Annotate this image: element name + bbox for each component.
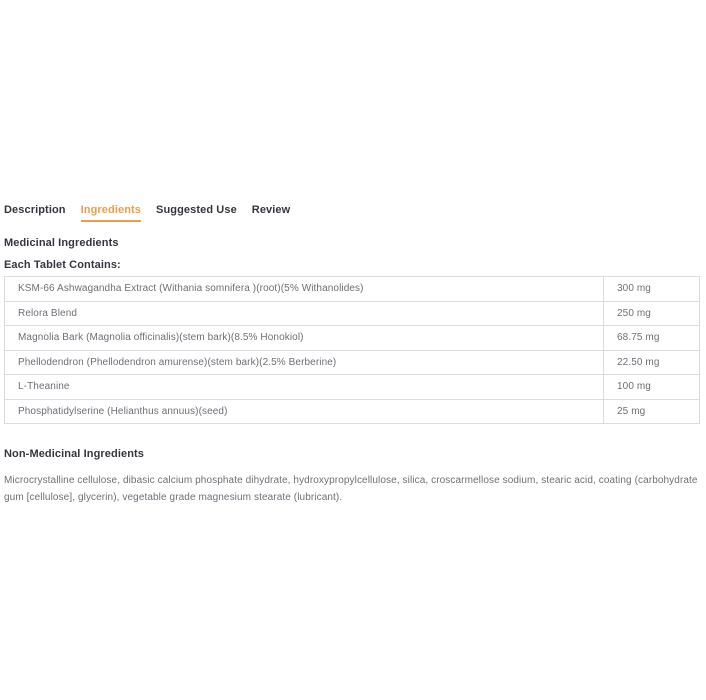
ingredient-name: Magnolia Bark (Magnolia officinalis)(stem bark)(8.5% Honokiol) (5, 326, 604, 351)
each-tablet-contains-heading: Each Tablet Contains: (4, 259, 121, 271)
ingredient-amount: 250 mg (604, 301, 700, 326)
ingredient-amount: 68.75 mg (604, 326, 700, 351)
table-row (5, 399, 700, 424)
tab-suggested-use[interactable]: Suggested Use (156, 204, 237, 216)
table-row (5, 326, 700, 351)
tab-description[interactable]: Description (4, 204, 66, 216)
table-row (5, 277, 700, 302)
table-row (5, 375, 700, 400)
tab-ingredients[interactable]: Ingredients (81, 204, 141, 222)
ingredient-name: L-Theanine (5, 375, 604, 400)
product-tabs (4, 204, 700, 222)
non-medicinal-ingredients-heading: Non-Medicinal Ingredients (4, 448, 145, 460)
non-medicinal-ingredients-text: Microcrystalline cellulose, dibasic calcium phosphate dihydrate, hydroxypropylcellulose, silica, croscarmellose sodium, stearic acid, coating (carbohydrate gum [cellulose], glycerin), vegetable grade magnesium stearate (lubricant). (4, 475, 698, 503)
ingredient-amount: 300 mg (604, 277, 700, 302)
medicinal-ingredients-table (4, 276, 700, 424)
ingredient-name: Phosphatidylserine (Helianthus annuus)(seed) (5, 399, 604, 424)
ingredient-name: Relora Blend (5, 301, 604, 326)
ingredient-amount: 22.50 mg (604, 350, 700, 375)
ingredient-name: KSM-66 Ashwagandha Extract (Withania somnifera )(root)(5% Withanolides) (5, 277, 604, 302)
ingredient-amount: 25 mg (604, 399, 700, 424)
ingredient-name: Phellodendron (Phellodendron amurense)(stem bark)(2.5% Berberine) (5, 350, 604, 375)
medicinal-ingredients-heading: Medicinal Ingredients (4, 237, 119, 249)
tab-review[interactable]: Review (251, 204, 291, 216)
ingredient-amount: 100 mg (604, 375, 700, 400)
table-row (5, 350, 700, 375)
table-row (5, 301, 700, 326)
